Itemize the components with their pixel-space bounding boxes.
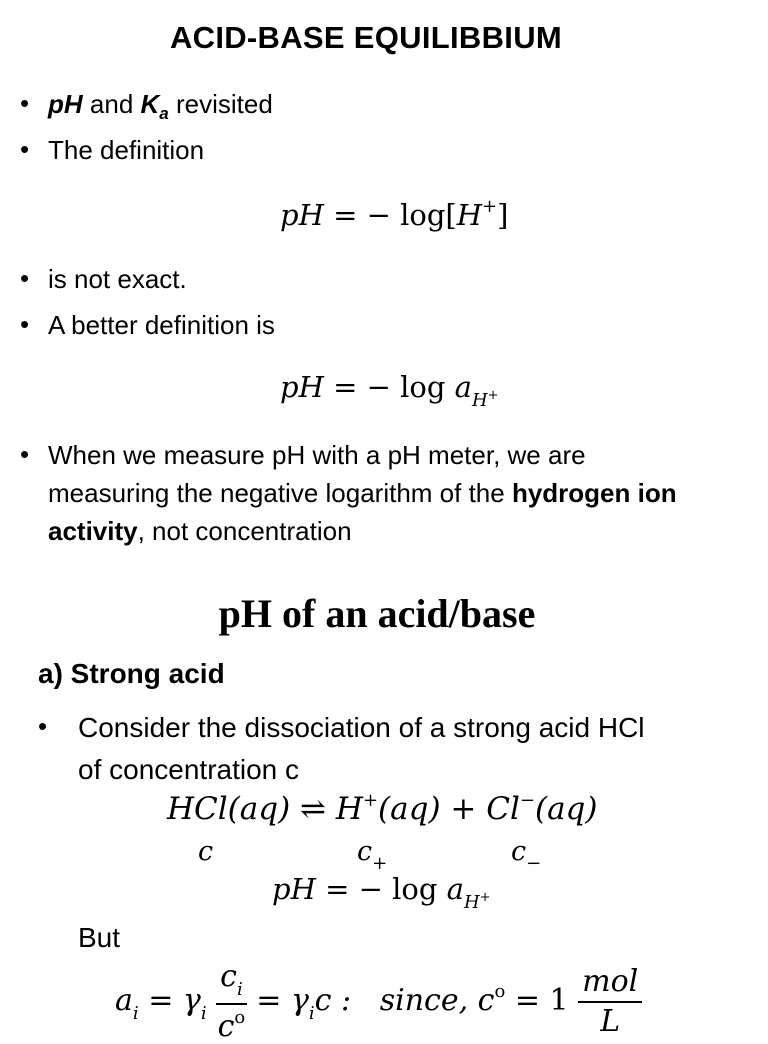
hydrogen-ion-bold: hydrogen ion bbox=[511, 478, 677, 508]
eq3-lhs: pH bbox=[272, 872, 316, 906]
eq1-close: ] bbox=[497, 198, 509, 232]
k-subscript: a bbox=[159, 104, 169, 123]
section-heading: pH of an acid/base bbox=[218, 591, 536, 636]
bullet-better-definition: A better definition is bbox=[48, 310, 275, 340]
activity-equation bbox=[115, 959, 642, 1044]
eq3-sub: H bbox=[463, 892, 480, 913]
bullet-dot: • bbox=[20, 263, 30, 293]
reaction-cl-charge: − bbox=[519, 790, 535, 811]
k-text: K bbox=[140, 89, 160, 119]
label-c-plus-text: c bbox=[357, 836, 373, 867]
ph-meter-line1: When we measure pH with a pH meter, we are bbox=[48, 440, 586, 470]
act-gamma2: γ bbox=[290, 983, 309, 1018]
ph-meter-line2 bbox=[48, 474, 763, 512]
ph-equation-activity bbox=[280, 370, 499, 411]
label-c-minus bbox=[511, 836, 541, 874]
bullet-dot: • bbox=[38, 711, 48, 741]
dissociation-reaction bbox=[167, 790, 597, 827]
act-c: c : bbox=[314, 983, 352, 1018]
and-text: and bbox=[82, 89, 141, 119]
act-gamma: γ bbox=[182, 983, 201, 1018]
act-eq1: = bbox=[148, 983, 183, 1018]
eq2-a: a bbox=[454, 370, 472, 404]
bullet-ph-meter bbox=[48, 436, 763, 550]
page-title: ACID-BASE EQUILIBBIUM bbox=[169, 20, 563, 55]
eq2-rhs: = − log bbox=[333, 370, 455, 404]
label-c-text: c bbox=[198, 836, 214, 867]
reaction-h-charge: + bbox=[362, 790, 379, 811]
reaction-arrow: ⇌ bbox=[300, 791, 327, 827]
act-L: L bbox=[600, 1004, 621, 1039]
reaction-h: H bbox=[335, 791, 363, 827]
act-eq2: = bbox=[256, 983, 291, 1018]
eq1-ion: H bbox=[456, 198, 483, 232]
act-den-sup: o bbox=[234, 1007, 246, 1028]
act-fraction bbox=[216, 959, 247, 1044]
bullet-ph-ka bbox=[48, 85, 273, 133]
ph-meter-line2-pre: measuring the negative logarithm of the bbox=[48, 478, 512, 508]
ph-meter-line3 bbox=[48, 512, 763, 550]
label-c-plus bbox=[357, 836, 387, 874]
eq3-rhs: = − log bbox=[325, 872, 447, 906]
act-den: c bbox=[217, 1009, 235, 1044]
ph-meter-line3-rest: , not concentration bbox=[137, 516, 352, 546]
ph-equation-concentration bbox=[280, 196, 508, 232]
eq1-lhs: pH bbox=[280, 198, 324, 232]
bullet-dot: • bbox=[20, 309, 30, 339]
act-units-fraction bbox=[578, 964, 642, 1039]
eq2-lhs: pH bbox=[280, 370, 324, 404]
strong-acid-line2: of concentration c bbox=[78, 754, 300, 785]
but-text: But bbox=[78, 922, 121, 953]
act-since-sup: o bbox=[494, 981, 506, 1002]
subsection-heading: a) Strong acid bbox=[38, 658, 225, 689]
strong-acid-line1: Consider the dissociation of a strong acid HCl bbox=[78, 712, 645, 743]
act-mol: mol bbox=[582, 964, 639, 999]
revisited-text: revisited bbox=[168, 89, 273, 119]
act-equals1: = 1 bbox=[505, 983, 569, 1018]
label-c bbox=[198, 836, 213, 867]
label-c-minus-sub: − bbox=[526, 853, 542, 874]
eq1-charge: + bbox=[482, 196, 498, 217]
label-c-minus-text: c bbox=[511, 836, 527, 867]
label-c-plus-sub: + bbox=[372, 853, 388, 874]
eq3-subsup: + bbox=[479, 890, 491, 905]
ph-equation-activity-2 bbox=[272, 872, 491, 913]
reaction-hcl: HCl(aq) bbox=[167, 791, 291, 827]
bullet-dot: • bbox=[20, 439, 30, 469]
act-gamma-sub: i bbox=[200, 1003, 207, 1024]
eq1-rhs: = − log[ bbox=[333, 198, 457, 232]
act-a: a bbox=[115, 983, 133, 1018]
bullet-dot: • bbox=[20, 88, 30, 118]
act-num-sub: i bbox=[236, 979, 243, 1000]
eq2-subsup: + bbox=[487, 388, 499, 403]
bullet-definition: The definition bbox=[48, 135, 205, 165]
activity-bold: activity bbox=[48, 516, 138, 546]
act-gamma2-sub: i bbox=[308, 1003, 315, 1024]
bullet-dot: • bbox=[20, 134, 30, 164]
act-since: since, c bbox=[379, 983, 495, 1018]
reaction-cl: Cl bbox=[486, 791, 520, 827]
act-num: c bbox=[220, 959, 237, 994]
bullet-not-exact: is not exact. bbox=[48, 264, 187, 294]
eq2-sub: H bbox=[471, 390, 488, 411]
bullet-strong-acid bbox=[78, 707, 645, 791]
act-i: i bbox=[132, 1003, 139, 1024]
ph-text: pH bbox=[48, 89, 83, 119]
eq3-a: a bbox=[446, 872, 464, 906]
reaction-cl-aq: (aq) bbox=[534, 791, 598, 827]
reaction-h-aq: (aq) + bbox=[378, 791, 487, 827]
